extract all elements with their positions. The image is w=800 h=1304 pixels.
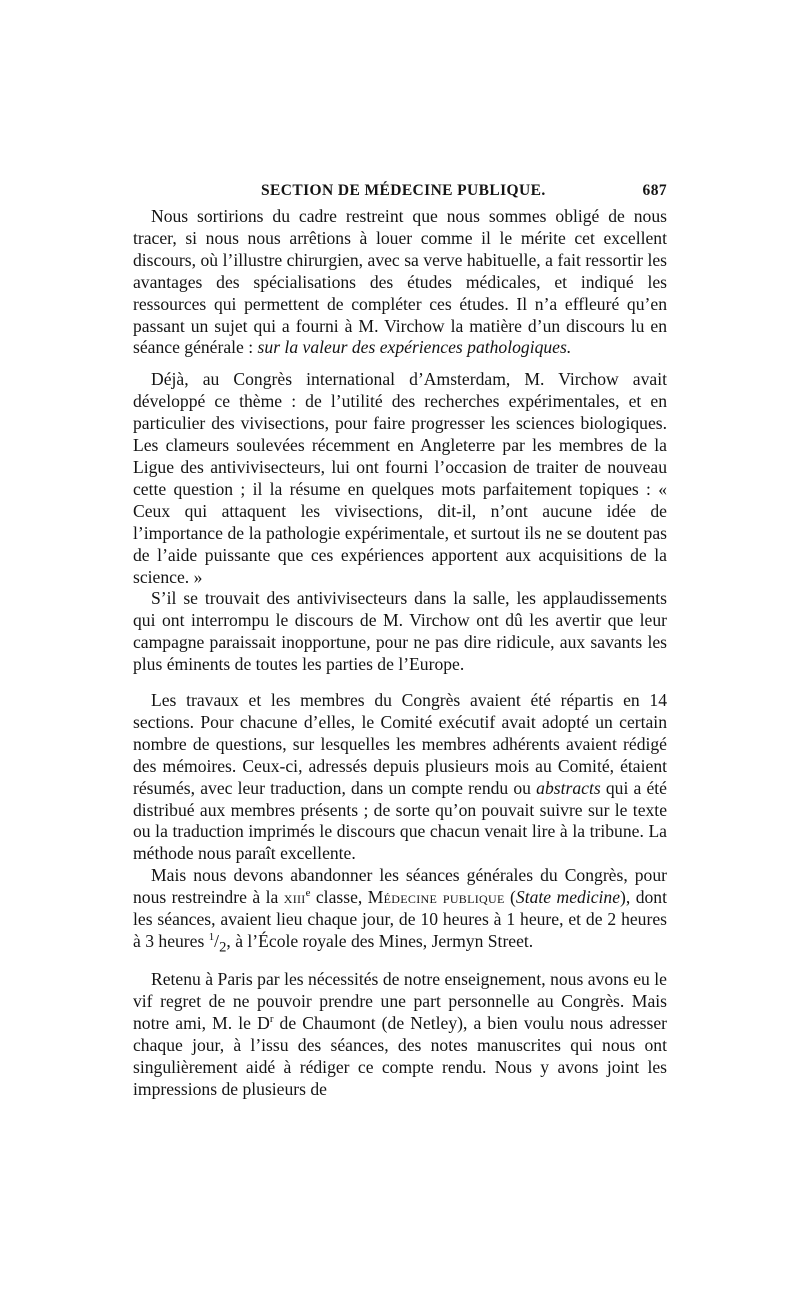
text-segment: classe, <box>310 887 368 908</box>
text-segment: Déjà, au Congrès international d’Amsterdam, M. Virchow avait développé ce thème : de l’utilité des recherches expérimentales, et en particulier des vivisections, pour faire progresser les sciences biologiques. Les clameurs soulevées récemment en Angleterre par les membres de la Ligue des antivivisecteurs, lui ont fourni l’occasion de traiter de nouveau cette question ; il la résume en quelques mots parfaitement topiques : « Ceux qui attaquent les vivisections, dit-il, n’ont aucune idée de l’importance de la pathologie expérimentale, et surtout ils ne se doutent pas de l’aide puissante que ces expériences apportent aux acquisitions de la science. » <box>133 369 667 587</box>
paragraph-3 <box>133 588 667 676</box>
text-segment: ( <box>504 887 516 908</box>
text-segment: r <box>269 1013 274 1026</box>
paragraph-4 <box>133 690 667 865</box>
text-segment: xiii <box>283 887 306 908</box>
text-segment: de Chaumont (de Netley), a bien voulu nous adresser chaque jour, à l’issu des séances, des notes manuscrites qui nous ont singulièrement aidé à rédiger ce compte rendu. Nous y avons joint les impressions de plusieurs de <box>133 1013 667 1099</box>
text-segment: Les travaux et les membres du Congrès avaient été répartis en 14 sections. Pour chacune d’elles, le Comité exécutif avait adopté un certain nombre de questions, sur lesquelles les membres adhérents avaient rédigé des mémoires. Ceux-ci, adressés depuis plusieurs mois au Comité, étaient résumés, avec leur traduction, dans un compte rendu ou <box>133 690 667 798</box>
text-segment: / <box>214 931 220 951</box>
running-title: SECTION DE MÉDECINE PUBLIQUE. <box>261 182 546 199</box>
text-segment: qui a été distribué aux membres présents ; de sorte qu’on pouvait suivre sur le texte ou la traduction imprimés le discours que chacun venait lire à la tribune. La méthode nous paraît excellente. <box>133 777 667 864</box>
text-segment: S’il se trouvait des antivivisecteurs dans la salle, les applaudissements qui ont interrompu le discours de M. Virchow ont dû les avertir que leur campagne paraissait inopportune, pour ne pas dire ridicule, aux savants les plus éminents de toutes les parties de l’Europe. <box>133 588 667 675</box>
text-segment: Retenu à Paris par les nécessités de notre enseignement, nous avons eu le vif regret de ne pouvoir prendre une part personnelle au Congrès. Mais notre ami, M. le D <box>133 969 667 1034</box>
text-segment: ), dont les séances, avaient lieu chaque jour, de 10 heures à 1 heure, et de 2 heures à 3 heures <box>133 887 667 951</box>
text-segment: Mais nous devons abandonner les séances générales du Congrès, pour nous restreindre à la <box>133 865 667 908</box>
text-segment: sur la valeur des expériences pathologiques. <box>257 337 572 358</box>
running-header <box>133 178 667 206</box>
text-segment: e <box>305 887 311 900</box>
text-segment: 1 <box>208 931 215 944</box>
paragraph-5 <box>133 865 667 959</box>
text-segment: 2 <box>219 939 227 956</box>
text-segment: abstracts <box>536 777 601 798</box>
text-segment: State medicine <box>515 887 621 908</box>
text-segment: Médecine publique <box>367 887 505 908</box>
paragraph-6 <box>133 969 667 1100</box>
text-segment: Nous sortirions du cadre restreint que nous sommes obligé de nous tracer, si nous nous arrêtions à louer comme il le mérite cet excellent discours, où l’illustre chirurgien, avec sa verve habituelle, a fait ressortir les avantages des spécialisations des études médicales, et indiqué les ressources qui permettent de compléter ces études. Il n’a effleuré qu’en passant un sujet qui a fourni à M. Virchow la matière d’un discours lu en séance générale : <box>133 206 667 358</box>
paragraph-1 <box>133 206 667 359</box>
paragraph-2 <box>133 369 667 588</box>
text-segment: , à l’École royale des Mines, Jermyn Street. <box>226 931 534 951</box>
book-page <box>133 178 667 1101</box>
body-text <box>133 206 667 1101</box>
page-number: 687 <box>642 182 667 199</box>
